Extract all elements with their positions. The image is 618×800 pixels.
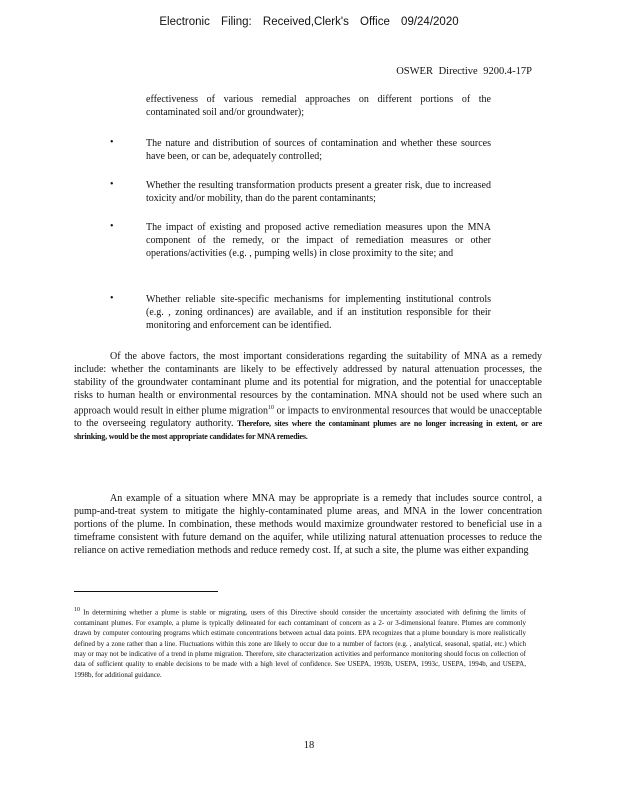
footnote-reference: 10 xyxy=(268,405,275,411)
directive-number: OSWER Directive 9200.4-17P xyxy=(396,66,532,77)
bullet-marker: • xyxy=(110,221,114,232)
bullet-marker: • xyxy=(110,179,114,190)
paragraph-example: An example of a situation where MNA may be appropriate is a remedy that includes source control, a pump-and-treat system to mitigate the highly-contaminated plume areas, and MNA in the lower concentration portions of the plume. In combination, these methods would maximize groundwater restored to beneficial use in a timeframe consistent with future demand on the aquifer, while utilizing natural attenuation processes to reduce the reliance on active remediation methods and reduce remedy cost. If, at such a site, the plume was either expanding xyxy=(74,493,542,556)
footnote-marker: 10 xyxy=(74,607,80,613)
bullet-item: Whether the resulting transformation products present a greater risk, due to increased toxicity and/or mobility, than do the parent contaminants; xyxy=(146,180,491,204)
bullet-item: Whether reliable site-specific mechanisms for implementing institutional controls (e.g. , zoning ordinances) are available, and if an institution responsible for their monitoring and enforcement can be identified. xyxy=(146,294,491,331)
bullet-item: The impact of existing and proposed active remediation measures upon the MNA component of the remedy, or the impact of remediation measures or other operations/activities (e.g. , pumping wells) in close proximity to the site; and xyxy=(146,222,491,259)
continuation-text: effectiveness of various remedial approaches on different portions of the contaminated soil and/or groundwater); xyxy=(146,94,491,118)
paragraph-suitability xyxy=(74,350,542,443)
paragraph-text-continued: or impacts to environmental resources that would be unacceptable to the overseeing regulatory authority. xyxy=(74,405,542,430)
footnote-divider xyxy=(74,591,218,592)
page-number: 18 xyxy=(303,740,315,751)
paragraph-bold-text: Therefore, sites where the contaminant plumes are no longer increasing in extent, or are shrinking, would be the most appropriate candidates for MNA remedies. xyxy=(74,419,542,442)
filing-header: Electronic Filing: Received,Clerk's Office 09/24/2020 xyxy=(159,16,459,28)
footnote xyxy=(74,605,526,680)
footnote-text: In determining whether a plume is stable or migrating, users of this Directive should consider the uncertainty associated with defining the limits of contaminant plumes. For example, a plume is typically delineated for each contaminant of concern as a 2- or 3-dimensional feature. Plumes are commonly drawn by computer contouring programs which estimate concentrations between actual data points. EPA recognizes that a plume boundary is more realistically defined by a zone rather than a line. Fluctuations within this zone are likely to occur due to a number of factors (e.g. , analytical, seasonal, spatial, etc.) which may or may not be indicative of a trend in plume migration. Therefore, site characterization activities and performance monitoring should focus on collection of data of sufficient quality to enable decisions to be made with a high level of confidence. See USEPA, 1993b, USEPA, 1993c, USEPA, 1994b, and USEPA, 1998b, for additional guidance. xyxy=(74,608,526,679)
paragraph-text: Of the above factors, the most important considerations regarding the suitability of MNA as a remedy include: whether the contaminants are likely to be effectively addressed by natural attenuation processes, the stability of the groundwater contaminant plume and its potential for migration, and the potential for unacceptable risks to human health or environmental resources by the contamination. MNA should not be used where such an approach would result in either plume migration xyxy=(74,351,542,417)
bullet-item: The nature and distribution of sources of contamination and whether these sources have been, or can be, adequately controlled; xyxy=(146,138,491,162)
bullet-marker: • xyxy=(110,137,114,148)
bullet-marker: • xyxy=(110,293,114,304)
